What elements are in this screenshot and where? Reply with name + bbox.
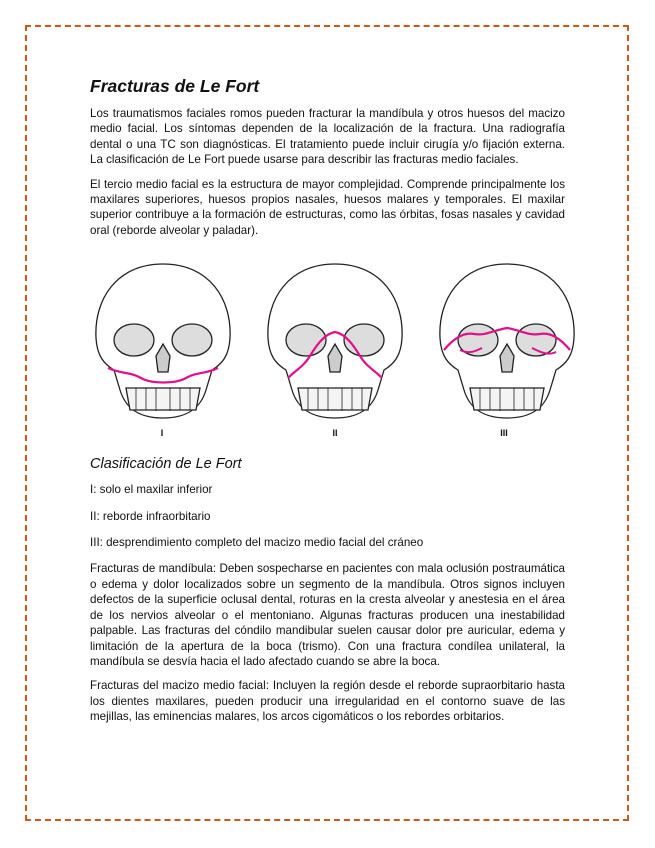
classification-item-ii: II: reborde infraorbitario	[90, 509, 211, 523]
label-i: I	[160, 428, 164, 439]
mandible-fractures-paragraph: Fracturas de mandíbula: Deben sospecharse en pacientes con mala oclusión postraumática o edema y dolor localizados sobre un segmento de la mandíbula. Otros signos incluyen defectos de la superficie oclusal dental, roturas en la cresta alveolar y anestesia en el área de los nervios alveolar o el mentoniano. Algunas fracturas producen una inestabilidad palpable. Las fracturas del cóndilo mandibular suelen causar dolor pre auricular, edema y limitación de la apertura de la boca (trismo). Con una fractura condílea unilateral, la mandíbula se desvía hacia el lado afectado cuando se abre la boca.	[90, 562, 565, 668]
classification-heading: Clasificación de Le Fort	[90, 456, 242, 473]
label-iii: III	[500, 428, 508, 439]
classification-item-iii: III: desprendimiento completo del macizo medio facial del cráneo	[90, 536, 424, 550]
classification-item-i: I: solo el maxilar inferior	[90, 483, 213, 497]
le-fort-figure	[90, 260, 565, 442]
skull-le-fort-ii	[258, 260, 413, 420]
midface-fractures-paragraph: Fracturas del macizo medio facial: Incluyen la región desde el reborde supraorbitario hasta los dientes maxilares, pueden producir una irregularidad en el contorno suave de las mejillas, las eminencias malares, los arcos cigomáticos o los rebordes orbitarios.	[90, 679, 565, 724]
document-body	[90, 76, 565, 734]
intro-paragraph: Los traumatismos faciales romos pueden fracturar la mandíbula y otros huesos del macizo medio facial. Los síntomas dependen de la localización de la fractura. Una radiografía dental o una TC son diagnósticas. El tratamiento puede incluir cirugía y/o fijación externa. La clasificación de Le Fort puede usarse para describir las fracturas medio faciales.	[90, 107, 565, 167]
skull-le-fort-iii	[430, 260, 585, 420]
page-title: Fracturas de Le Fort	[90, 76, 260, 96]
label-ii: II	[332, 428, 338, 439]
midface-structure-paragraph: El tercio medio facial es la estructura de mayor complejidad. Comprende principalmente los maxilares superiores, huesos propios nasales, huesos malares y temporales. El maxilar superior contribuye a la formación de estructuras, como las órbitas, fosas nasales y cavidad oral (reborde alveolar y paladar).	[90, 177, 565, 237]
skull-le-fort-i	[86, 260, 241, 420]
